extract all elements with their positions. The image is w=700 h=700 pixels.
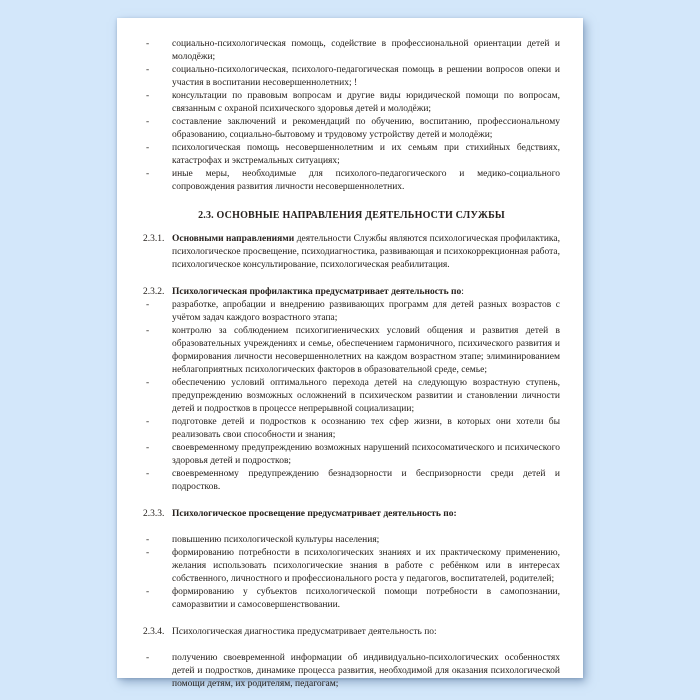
bullet-item <box>143 547 560 586</box>
bullet-item <box>143 142 560 168</box>
bullet-item <box>143 652 560 691</box>
bullet-item <box>143 38 560 64</box>
intro-bullet-list <box>143 38 560 194</box>
section-number: 2.3.4. <box>143 627 165 637</box>
section-rest-text: : <box>461 287 464 297</box>
bullet-dash: - <box>146 417 150 427</box>
bullet-text: социально-психологическая, психолого-педагогическая помощь в решении вопросов опеки и участия в воспитании несовершеннолетних; ! <box>172 65 560 88</box>
bullet-text: контролю за соблюдением психогигиенических условий общения и развития детей в образовательных учреждениях и семье, обеспечением гармоничного, психического развития и формирования личности несовершеннолетних на каждом возрастном этапе; элиминированием неблагоприятных психологических факторов в образовательной среде, семье; <box>172 326 560 375</box>
bullet-text: формированию потребности в психологических знаниях и их практическому применению, желания использовать психологические знания в работе с ребёнком или в интересах собственного, личностного и профессионального роста у педагогов, воспитателей, родителей; <box>172 548 560 584</box>
bullet-text: своевременному предупреждению безнадзорности и беспризорности среди детей и подростков. <box>172 469 560 492</box>
bullet-text: иные меры, необходимые для психолого-педагогического и медико-социального сопровождения развития личности несовершеннолетних. <box>172 169 560 192</box>
section-paragraph <box>143 286 560 299</box>
bullet-item <box>143 299 560 325</box>
bullet-dash: - <box>146 587 150 597</box>
bullet-dash: - <box>146 653 150 663</box>
document-page <box>117 18 583 689</box>
section-number: 2.3.1. <box>143 234 165 244</box>
section-bullet-list <box>143 534 560 612</box>
bullet-dash: - <box>146 143 150 153</box>
bullet-item <box>143 468 560 494</box>
bullet-dash: - <box>146 469 150 479</box>
bullet-text: составление заключений и рекомендаций по обучению, воспитанию, профессиональному образованию, социально-бытовому и трудовому устройству детей и молодёжи; <box>172 117 560 140</box>
bullet-dash: - <box>146 300 150 310</box>
sections <box>143 233 560 691</box>
bullet-text: своевременному предупреждению возможных нарушений психосоматического и психического здоровья детей и подростков; <box>172 443 560 466</box>
bullet-dash: - <box>146 443 150 453</box>
section-text <box>172 233 560 272</box>
section-bold-lead: Психологическая профилактика предусматривает деятельность по <box>172 287 462 297</box>
bullet-dash: - <box>146 548 150 558</box>
section-text <box>172 286 560 299</box>
document-section <box>143 508 560 612</box>
bullet-text: повышению психологической культуры населения; <box>172 535 380 545</box>
bullet-item <box>143 116 560 142</box>
bullet-text: подготовке детей и подростков к осознанию тех сфер жизни, в которых они хотели бы реализовать свои способности и знания; <box>172 417 560 440</box>
bullet-text: обеспечению условий оптимального перехода детей на следующую возрастную ступень, предупреждению возможных осложнений в психическом развитии и становлении личности детей и подростков в процессе непрерывной социализации; <box>172 378 560 414</box>
document-content <box>117 18 583 691</box>
section-text <box>172 626 560 639</box>
bullet-text: социально-психологическая помощь, содействие в профессиональной ориентации детей и молодёжи; <box>172 39 560 62</box>
document-section <box>143 286 560 494</box>
bullet-text: разработке, апробации и внедрению развивающих программ для детей разных возрастов с учётом задач каждого возрастного этапа; <box>172 300 560 323</box>
section-number: 2.3.2. <box>143 287 165 297</box>
section-text <box>172 508 560 521</box>
document-section <box>143 233 560 272</box>
bullet-text: получению своевременной информации об индивидуально-психологических особенностях детей и подростков, динамике процесса развития, необходимой для оказания психологической помощи детям, их родителям, педагогам; <box>172 653 560 689</box>
bullet-item <box>143 90 560 116</box>
bullet-text: консультации по правовым вопросам и другие виды юридической помощи по вопросам, связанным с охраной психического здоровья детей и молодёжи; <box>172 91 560 114</box>
bullet-item <box>143 168 560 194</box>
bullet-dash: - <box>146 39 150 49</box>
document-section <box>143 626 560 691</box>
section-paragraph <box>143 233 560 272</box>
bullet-dash: - <box>146 326 150 336</box>
section-paragraph <box>143 508 560 521</box>
section-bullet-list <box>143 652 560 691</box>
bullet-item <box>143 586 560 612</box>
bullet-dash: - <box>146 65 150 75</box>
bullet-dash: - <box>146 378 150 388</box>
section-rest-text: деятельности Службы являются психологическая профилактика, психологическое просвещение, психодиагностика, развивающая и психокоррекционная работа, психологическое консультирование, психологическая реабилитация. <box>172 234 560 270</box>
bullet-text: формированию у субъектов психологической помощи потребности в самопознании, саморазвитии и самосовершенствовании. <box>172 587 560 610</box>
bullet-text: психологическая помощь несовершеннолетним и их семьям при стихийных бедствиях, катастрофах и экстремальных ситуациях; <box>172 143 560 166</box>
section-number: 2.3.3. <box>143 509 165 519</box>
bullet-dash: - <box>146 169 150 179</box>
section-bold-lead: Основными направлениями <box>172 234 295 244</box>
section-rest-text: Психологическая диагностика предусматривает деятельность по: <box>172 627 437 637</box>
bullet-item <box>143 377 560 416</box>
bullet-dash: - <box>146 535 150 545</box>
section-heading: 2.3. ОСНОВНЫЕ НАПРАВЛЕНИЯ ДЕЯТЕЛЬНОСТИ СЛУЖБЫ <box>198 210 505 221</box>
section-bullet-list <box>143 299 560 494</box>
bullet-item <box>143 442 560 468</box>
bullet-dash: - <box>146 117 150 127</box>
bullet-item <box>143 416 560 442</box>
bullet-item <box>143 534 560 547</box>
bullet-dash: - <box>146 91 150 101</box>
bullet-item <box>143 325 560 377</box>
section-paragraph <box>143 626 560 639</box>
section-bold-lead: Психологическое просвещение предусматривает деятельность по: <box>172 509 457 519</box>
bullet-item <box>143 64 560 90</box>
